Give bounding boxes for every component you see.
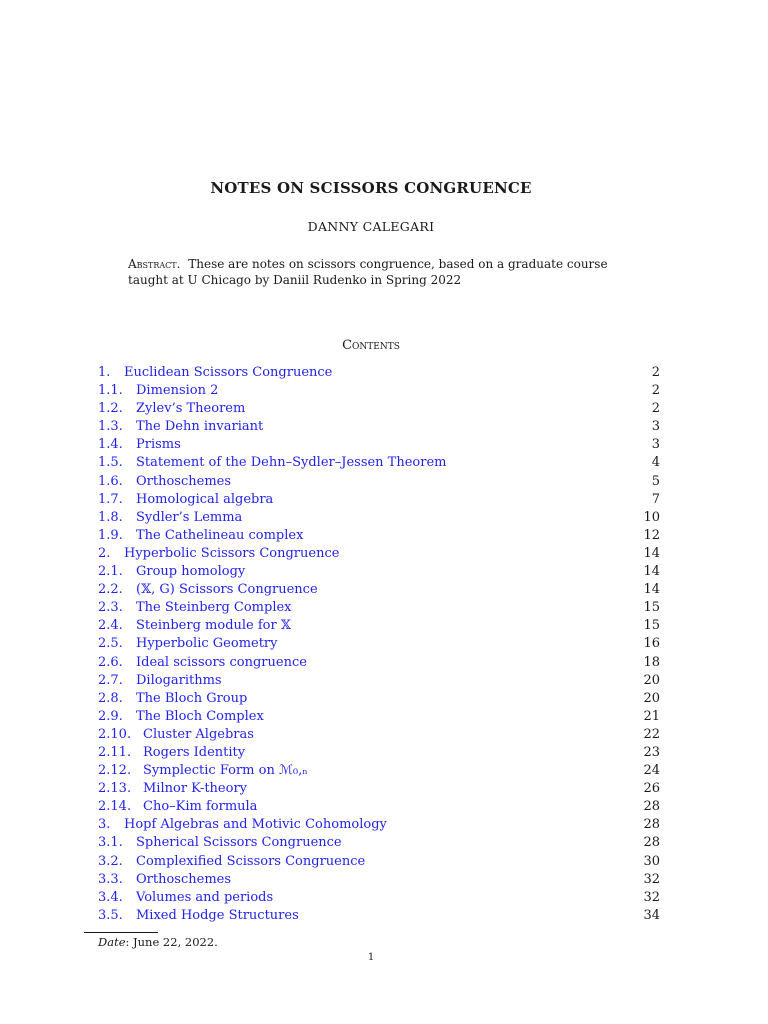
toc-entry-number: 2.6. (98, 654, 123, 670)
table-of-contents (98, 364, 660, 925)
toc-entry-number: 2.1. (98, 564, 123, 580)
footnote-text: : June 22, 2022. (125, 935, 218, 949)
toc-entry-number: 1.5. (98, 455, 123, 471)
toc-entry-link[interactable]: Steinberg module for 𝕏 (136, 618, 291, 634)
toc-entry-page: 18 (643, 654, 660, 670)
toc-entry-link[interactable]: Complexified Scissors Congruence (136, 853, 366, 869)
toc-entry-page: 2 (651, 365, 660, 380)
toc-entry-number: 3.2. (98, 853, 123, 869)
toc-entry[interactable] (98, 654, 660, 672)
toc-entry-link[interactable]: Orthoschemes (136, 871, 232, 887)
toc-entry-page: 7 (651, 491, 660, 507)
toc-entry-page: 24 (643, 763, 660, 779)
toc-entry-link[interactable]: Hyperbolic Scissors Congruence (124, 545, 340, 561)
toc-entry-page: 30 (643, 853, 660, 869)
toc-entry-number: 2.3. (98, 600, 123, 616)
toc-entry-link[interactable]: The Bloch Group (136, 690, 248, 706)
toc-entry[interactable] (98, 744, 660, 762)
toc-entry-number: 3.5. (98, 907, 123, 923)
footnote-label: Date (98, 935, 126, 949)
toc-entry-link[interactable]: The Steinberg Complex (136, 600, 292, 616)
toc-entry-link[interactable]: Dimension 2 (136, 383, 219, 399)
toc-entry-page: 10 (643, 509, 660, 525)
toc-entry[interactable] (98, 436, 660, 454)
toc-entry[interactable] (98, 635, 660, 653)
toc-entry[interactable] (98, 364, 660, 382)
toc-entry-link[interactable]: (𝕏, G) Scissors Congruence (136, 582, 318, 598)
contents-heading: Contents (342, 338, 400, 353)
toc-entry-page: 4 (651, 455, 660, 471)
toc-entry-link[interactable]: The Bloch Complex (136, 708, 264, 724)
toc-entry-link[interactable]: Group homology (136, 564, 246, 580)
toc-entry-page: 20 (643, 690, 660, 706)
toc-entry-link[interactable]: Ideal scissors congruence (136, 654, 307, 670)
abstract (128, 256, 620, 288)
toc-entry-number: 3.3. (98, 871, 123, 887)
toc-entry-page: 26 (643, 781, 660, 797)
toc-entry-page: 28 (643, 817, 660, 833)
toc-entry-number: 1.1. (98, 383, 123, 399)
toc-entry[interactable] (98, 617, 660, 635)
toc-entry[interactable] (98, 889, 660, 907)
toc-entry-link[interactable]: Prisms (136, 437, 181, 453)
toc-entry-number: 1.3. (98, 419, 123, 435)
toc-entry[interactable] (98, 708, 660, 726)
toc-entry-number: 2.5. (98, 636, 123, 652)
toc-entry[interactable] (98, 853, 660, 871)
toc-entry[interactable] (98, 473, 660, 491)
toc-entry-link[interactable]: Hopf Algebras and Motivic Cohomology (124, 817, 387, 833)
author-name: DANNY CALEGARI (307, 219, 435, 234)
toc-entry-page: 2 (651, 401, 660, 417)
toc-entry-number: 2.7. (98, 672, 123, 688)
toc-entry-page: 5 (651, 473, 660, 489)
toc-entry-number: 1. (98, 365, 111, 380)
toc-entry-page: 12 (643, 527, 660, 543)
toc-entry-link[interactable]: Mixed Hodge Structures (136, 907, 299, 923)
toc-entry[interactable] (98, 418, 660, 436)
toc-entry-page: 3 (651, 437, 660, 453)
toc-entry[interactable] (98, 545, 660, 563)
toc-entry-link[interactable]: Zylev’s Theorem (136, 401, 246, 417)
toc-entry[interactable] (98, 798, 660, 816)
toc-entry-number: 1.4. (98, 437, 123, 453)
toc-entry[interactable] (98, 563, 660, 581)
toc-entry-link[interactable]: Sydler’s Lemma (136, 509, 243, 525)
toc-entry[interactable] (98, 581, 660, 599)
toc-entry-page: 2 (651, 383, 660, 399)
toc-entry-number: 1.2. (98, 401, 123, 417)
toc-entry[interactable] (98, 527, 660, 545)
toc-entry-number: 2.11. (98, 744, 132, 760)
toc-entry-page: 14 (643, 564, 660, 580)
toc-entry-page: 15 (643, 600, 660, 616)
toc-entry[interactable] (98, 672, 660, 690)
toc-entry-page: 32 (643, 871, 660, 887)
toc-entry-page: 16 (643, 636, 660, 652)
footnote-rule (84, 932, 158, 933)
toc-entry[interactable] (98, 509, 660, 527)
toc-entry-number: 3. (98, 817, 111, 833)
toc-entry[interactable] (98, 382, 660, 400)
toc-entry-page: 14 (643, 545, 660, 561)
toc-entry-link[interactable]: The Dehn invariant (136, 419, 264, 435)
date-footnote (98, 935, 218, 949)
toc-entry-page: 32 (643, 889, 660, 905)
toc-entry-link[interactable]: Dilogarithms (136, 672, 222, 688)
toc-entry-link[interactable]: Homological algebra (136, 491, 274, 507)
toc-entry[interactable] (98, 690, 660, 708)
toc-entry-number: 2.10. (98, 726, 132, 742)
toc-entry-page: 15 (643, 618, 660, 634)
toc-entry-page: 14 (643, 582, 660, 598)
toc-entry[interactable] (98, 834, 660, 852)
toc-entry-number: 2.9. (98, 708, 123, 724)
toc-entry[interactable] (98, 599, 660, 617)
toc-entry-link[interactable]: The Cathelineau complex (136, 527, 304, 543)
toc-entry-number: 1.8. (98, 509, 123, 525)
toc-entry-page: 28 (643, 835, 660, 851)
toc-entry-page: 34 (643, 907, 660, 923)
toc-entry[interactable] (98, 400, 660, 418)
abstract-heading: Abstract. (128, 257, 181, 271)
toc-entry-number: 3.1. (98, 835, 123, 851)
toc-entry-page: 3 (651, 419, 660, 435)
toc-entry-number: 1.9. (98, 527, 123, 543)
toc-entry[interactable] (98, 816, 660, 834)
toc-entry-link[interactable]: Orthoschemes (136, 473, 232, 489)
toc-entry-link[interactable]: Euclidean Scissors Congruence (124, 365, 333, 380)
toc-entry-number: 2.13. (98, 781, 132, 797)
toc-entry-number: 2.14. (98, 799, 132, 815)
toc-entry-link[interactable]: Hyperbolic Geometry (136, 636, 278, 652)
toc-entry[interactable] (98, 726, 660, 744)
toc-entry-page: 20 (643, 672, 660, 688)
toc-entry-link[interactable]: Statement of the Dehn–Sydler–Jessen Theorem (136, 455, 447, 471)
toc-entry[interactable] (98, 780, 660, 798)
toc-entry-link[interactable]: Spherical Scissors Congruence (136, 835, 342, 851)
toc-entry-link[interactable]: Volumes and periods (136, 889, 274, 905)
toc-entry[interactable] (98, 762, 660, 780)
toc-entry-number: 1.7. (98, 491, 123, 507)
toc-entry-number: 2.8. (98, 690, 123, 706)
toc-entry-link[interactable]: Cluster Algebras (143, 726, 254, 742)
toc-entry-link[interactable]: Symplectic Form on ℳ₀,ₙ (143, 763, 308, 779)
paper-title: NOTES ON SCISSORS CONGRUENCE (210, 179, 532, 197)
toc-entry-number: 1.6. (98, 473, 123, 489)
toc-entry[interactable] (98, 454, 660, 472)
toc-entry[interactable] (98, 491, 660, 509)
toc-entry-number: 2.4. (98, 618, 123, 634)
toc-entry-link[interactable]: Milnor K-theory (143, 781, 248, 797)
toc-entry[interactable] (98, 907, 660, 925)
toc-entry-number: 3.4. (98, 889, 123, 905)
abstract-text: These are notes on scissors congruence, based on a graduate course taught at U Chicago by Daniil Rudenko in Spring 2022 (128, 257, 608, 287)
toc-entry[interactable] (98, 871, 660, 889)
toc-entry-number: 2.12. (98, 763, 132, 779)
toc-entry-page: 21 (643, 708, 660, 724)
page-number: 1 (367, 952, 375, 963)
toc-entry-page: 28 (643, 799, 660, 815)
toc-entry-number: 2.2. (98, 582, 123, 598)
toc-entry-page: 23 (643, 744, 660, 760)
toc-entry-link[interactable]: Rogers Identity (143, 744, 246, 760)
toc-entry-page: 22 (643, 726, 660, 742)
toc-entry-link[interactable]: Cho–Kim formula (143, 799, 258, 815)
toc-entry-number: 2. (98, 545, 111, 561)
